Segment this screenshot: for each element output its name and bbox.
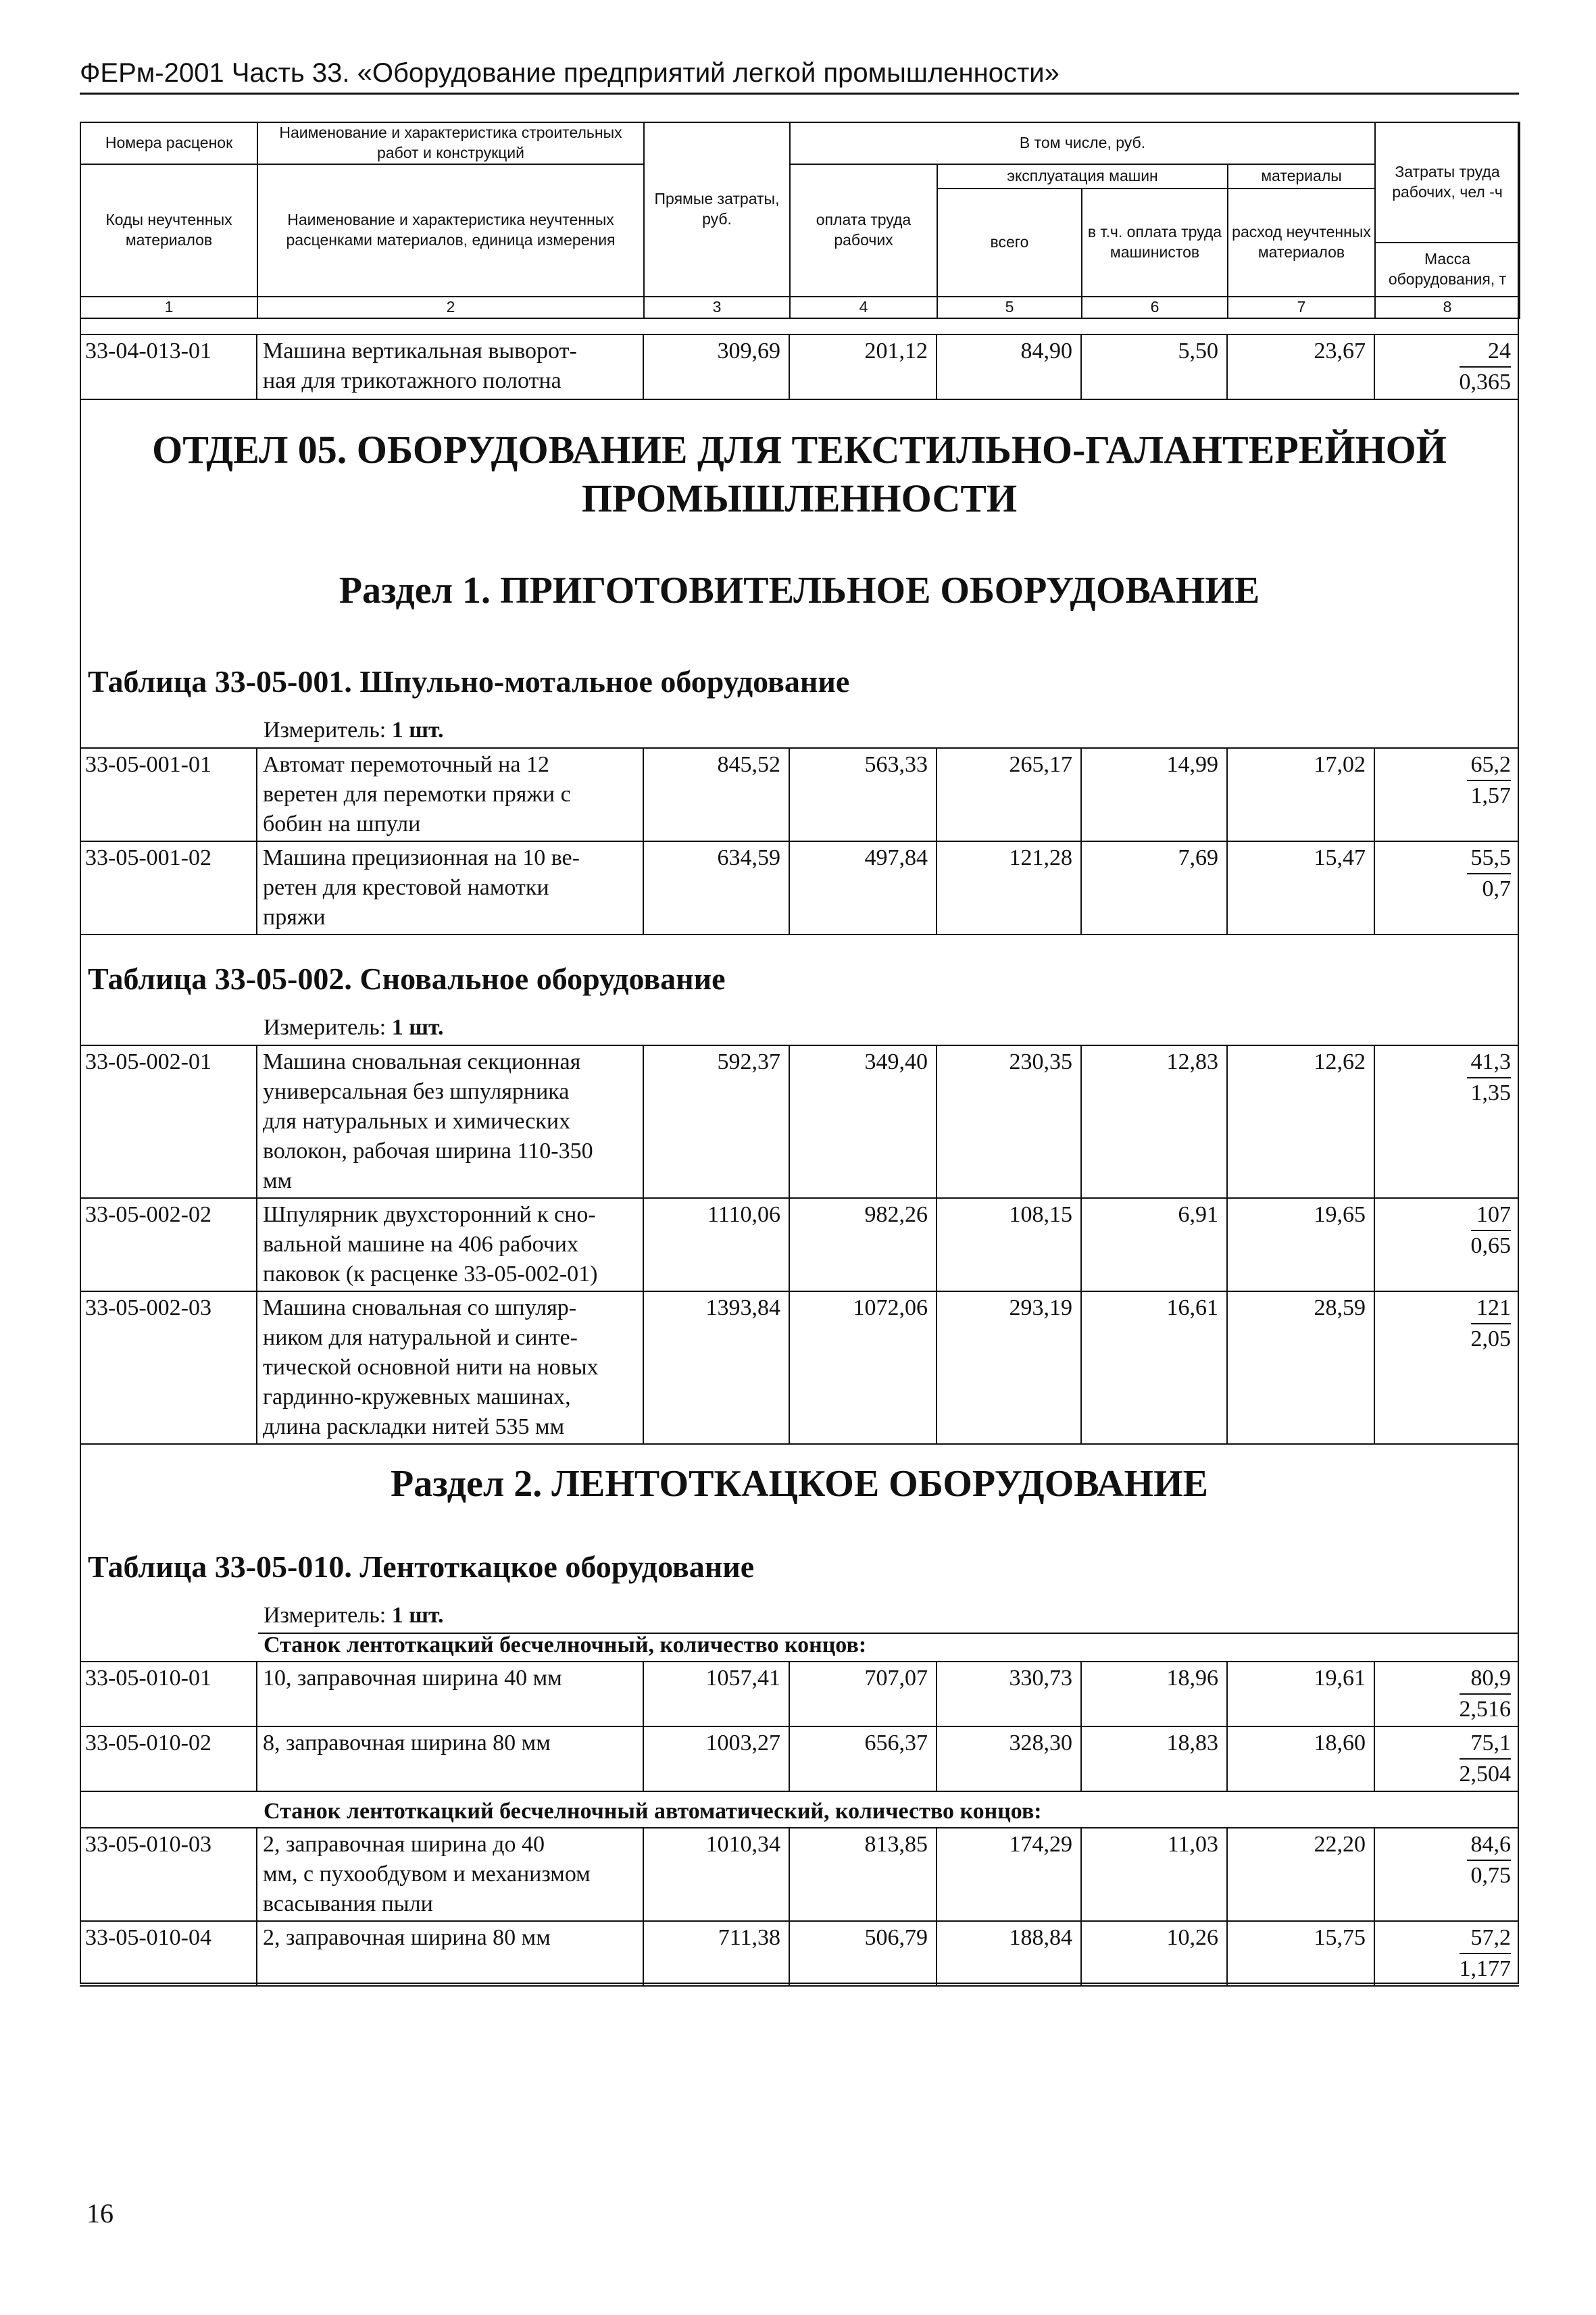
table-end-rule: [80, 1791, 1519, 1792]
rate-name: [257, 1662, 643, 1726]
rate-table: [80, 1045, 1519, 1445]
worker-pay: 497,84: [789, 841, 937, 935]
materials-cost: 22,20: [1227, 1828, 1374, 1921]
rate-name-line: 10, заправочная ширина 40 мм: [263, 1666, 562, 1691]
header-direct-costs: Прямые затраты, руб.: [644, 122, 790, 297]
equipment-mass: 1,35: [1470, 1080, 1511, 1105]
labor-and-mass: [1374, 334, 1519, 399]
department-title: ОТДЕЛ 05. ОБОРУДОВАНИЕ ДЛЯ ТЕКСТИЛЬНО-ГАЛАНТЕРЕЙНОЙ ПРОМЫШЛЕННОСТИ: [152, 428, 1447, 520]
rate-name-line: длина раскладки нитей 535 мм: [263, 1414, 565, 1439]
rate-name-line: ная для трикотажного полотна: [263, 368, 562, 393]
unit-value: 1 шт.: [391, 1015, 444, 1040]
labor-hours: 75,1: [1460, 1728, 1512, 1760]
unit-line: [264, 718, 444, 743]
header-num: 3: [644, 297, 790, 318]
header-mass: Масса оборудования, т: [1375, 243, 1520, 297]
header-num: 4: [790, 297, 937, 318]
direct-costs: 845,52: [643, 748, 789, 841]
group-title: Станок лентоткацкий бесчелночный автоматический, количество концов:: [264, 1799, 1042, 1824]
page-frame: [80, 122, 1519, 1984]
direct-costs: 1057,41: [643, 1662, 789, 1726]
hours-over-mass: [1460, 1664, 1512, 1724]
equipment-mass: 0,7: [1482, 876, 1511, 901]
header-num: 7: [1228, 297, 1375, 318]
rate-name-line: Машина вертикальная выворот-: [263, 339, 577, 364]
rate-name-line: паковок (к расценке 33-05-002-01): [263, 1262, 598, 1287]
labor-hours: 55,5: [1467, 843, 1512, 874]
equipment-mass: 2,516: [1459, 1697, 1511, 1722]
direct-costs: 1010,34: [643, 1828, 789, 1921]
table-row: [80, 1045, 1519, 1198]
table-row: [80, 1828, 1519, 1921]
rows-table-3-group-2: [80, 1827, 1519, 1987]
table-row: [80, 748, 1519, 841]
rate-name-line: Шпулярник двухсторонний к сно-: [263, 1202, 596, 1227]
header-labor-hours: Затраты труда рабочих, чел -ч: [1375, 122, 1520, 243]
hours-over-mass: [1467, 1047, 1512, 1108]
rate-name-line: мм, с пухообдувом и механизмом: [263, 1862, 591, 1887]
header-num: 8: [1375, 297, 1520, 318]
rows-table-1: [80, 747, 1519, 935]
rate-name-line: 2, заправочная ширина 80 мм: [263, 1925, 551, 1950]
table-row: [80, 1198, 1519, 1291]
hours-over-mass: [1471, 1200, 1512, 1261]
worker-pay: 349,40: [789, 1045, 937, 1198]
unit-line: [264, 1015, 444, 1041]
labor-hours: 121: [1471, 1293, 1512, 1324]
machinist-pay: 16,61: [1081, 1291, 1227, 1444]
worker-pay: 707,07: [789, 1662, 937, 1726]
machinist-pay: 18,83: [1081, 1726, 1227, 1791]
header-num: 2: [257, 297, 644, 318]
direct-costs: 1110,06: [643, 1198, 789, 1291]
rate-name-line: всасывания пыли: [263, 1891, 433, 1916]
machines-total: 328,30: [937, 1726, 1081, 1791]
rate-name: [257, 1045, 643, 1198]
rate-table: [80, 747, 1519, 935]
rate-code: 33-05-010-04: [80, 1921, 257, 1986]
table-end-rule: [80, 1986, 1519, 1987]
machines-total: 265,17: [937, 748, 1081, 841]
worker-pay: 1072,06: [789, 1291, 937, 1444]
rate-code: 33-05-010-01: [80, 1662, 257, 1726]
machinist-pay: 6,91: [1081, 1198, 1227, 1291]
materials-cost: 17,02: [1227, 748, 1374, 841]
equipment-mass: 2,05: [1470, 1326, 1511, 1351]
hours-over-mass: [1467, 1830, 1512, 1891]
direct-costs: 1393,84: [643, 1291, 789, 1444]
running-head: ФЕРм-2001 Часть 33. «Оборудование предприятий легкой промышленности»: [80, 58, 1519, 95]
rows-table-3-group-1: [80, 1661, 1519, 1792]
hours-over-mass: [1460, 337, 1512, 397]
unit-value: 1 шт.: [391, 718, 444, 743]
header-materials-use: расход неучтенных материалов: [1228, 189, 1375, 297]
rate-name-line: для натуральных и химических: [263, 1109, 571, 1134]
worker-pay: 563,33: [789, 748, 937, 841]
direct-costs: 592,37: [643, 1045, 789, 1198]
header-codes-bottom: Коды неучтенных материалов: [80, 164, 257, 297]
worker-pay: 813,85: [789, 1828, 937, 1921]
rate-name: [257, 1198, 643, 1291]
rate-name-line: 2, заправочная ширина до 40: [263, 1832, 545, 1857]
labor-and-mass: [1374, 1198, 1519, 1291]
header-num: 5: [937, 297, 1082, 318]
table-row: [80, 841, 1519, 935]
rate-name: [257, 748, 643, 841]
rate-name-line: бобин на шпули: [263, 812, 421, 837]
rate-name-line: Машина прецизионная на 10 ве-: [263, 845, 580, 870]
rate-name-line: ретен для крестовой намотки: [263, 875, 549, 900]
rate-name-line: 8, заправочная ширина 80 мм: [263, 1731, 551, 1756]
equipment-mass: 2,504: [1459, 1762, 1511, 1787]
hours-over-mass: [1467, 750, 1512, 811]
section-2-title: Раздел 2. ЛЕНТОТКАЦКОЕ ОБОРУДОВАНИЕ: [390, 1463, 1208, 1505]
equipment-mass: 1,177: [1459, 1956, 1511, 1981]
direct-costs: 309,69: [643, 334, 789, 399]
rows-carryover: [80, 334, 1519, 400]
worker-pay: 656,37: [789, 1726, 937, 1791]
rate-name-line: Машина сновальная секционная: [263, 1049, 581, 1074]
header-materials: материалы: [1228, 164, 1375, 189]
rate-code: 33-05-002-02: [80, 1198, 257, 1291]
rate-name: [257, 334, 643, 399]
header-name-bottom: Наименование и характеристика неучтенных расценками материалов, единица измерения: [257, 164, 644, 297]
labor-and-mass: [1374, 1828, 1519, 1921]
equipment-mass: 0,75: [1470, 1863, 1511, 1888]
column-header: [80, 122, 1520, 319]
equipment-mass: 0,65: [1470, 1233, 1511, 1258]
direct-costs: 1003,27: [643, 1726, 789, 1791]
rate-name-line: универсальная без шпулярника: [263, 1079, 570, 1104]
table-row: [80, 1662, 1519, 1726]
machines-total: 84,90: [937, 334, 1081, 399]
rate-name: [257, 1921, 643, 1986]
rate-table: [80, 1827, 1519, 1987]
materials-cost: 15,47: [1227, 841, 1374, 935]
header-machinist-pay: в т.ч. оплата труда машинистов: [1082, 189, 1228, 297]
rate-name-line: Машина сновальная со шпуляр-: [263, 1295, 577, 1320]
rate-code: 33-05-001-01: [80, 748, 257, 841]
header-num: 6: [1082, 297, 1228, 318]
rate-name: [257, 1291, 643, 1444]
page-number: 16: [86, 2198, 114, 2229]
table-title: Таблица 33-05-001. Шпульно-мотальное оборудование: [88, 664, 850, 699]
rate-name-line: волокон, рабочая ширина 110-350: [263, 1139, 593, 1164]
materials-cost: 19,65: [1227, 1198, 1374, 1291]
section-1-title: Раздел 1. ПРИГОТОВИТЕЛЬНОЕ ОБОРУДОВАНИЕ: [339, 570, 1260, 612]
labor-hours: 107: [1471, 1200, 1512, 1231]
table-end-rule: [80, 399, 1519, 400]
materials-cost: 12,62: [1227, 1045, 1374, 1198]
labor-and-mass: [1374, 1291, 1519, 1444]
table-row: [80, 1726, 1519, 1791]
rate-table: [80, 334, 1519, 400]
rate-name: [257, 1828, 643, 1921]
unit-label: Измеритель:: [264, 1603, 386, 1628]
unit-value: 1 шт.: [391, 1603, 444, 1628]
equipment-mass: 1,57: [1470, 783, 1511, 808]
rate-code: 33-05-010-02: [80, 1726, 257, 1791]
rate-code: 33-05-010-03: [80, 1828, 257, 1921]
rate-name-line: ником для натуральной и синте-: [263, 1325, 578, 1350]
labor-and-mass: [1374, 1921, 1519, 1986]
table-row: [80, 1291, 1519, 1444]
direct-costs: 711,38: [643, 1921, 789, 1986]
worker-pay: 201,12: [789, 334, 937, 399]
machinist-pay: 18,96: [1081, 1662, 1227, 1726]
machines-total: 330,73: [937, 1662, 1081, 1726]
labor-hours: 41,3: [1467, 1047, 1512, 1078]
header-worker-pay: оплата труда рабочих: [790, 164, 937, 297]
machinist-pay: 14,99: [1081, 748, 1227, 841]
machinist-pay: 5,50: [1081, 334, 1227, 399]
machinist-pay: 11,03: [1081, 1828, 1227, 1921]
header-machines-total: всего: [937, 189, 1082, 297]
labor-hours: 65,2: [1467, 750, 1512, 781]
materials-cost: 19,61: [1227, 1662, 1374, 1726]
machines-total: 293,19: [937, 1291, 1081, 1444]
hours-over-mass: [1467, 843, 1512, 904]
table-row: [80, 1921, 1519, 1986]
rate-name-line: мм: [263, 1168, 293, 1193]
labor-hours: 24: [1460, 337, 1512, 368]
materials-cost: 28,59: [1227, 1291, 1374, 1444]
rate-name: [257, 841, 643, 935]
rate-name-line: вальной машине на 406 рабочих: [263, 1232, 578, 1257]
header-num: 1: [80, 297, 257, 318]
hours-over-mass: [1460, 1728, 1512, 1789]
table-title: Таблица 33-05-010. Лентоткацкое оборудование: [88, 1549, 755, 1584]
header-number-row: [80, 297, 1520, 318]
labor-and-mass: [1374, 1726, 1519, 1791]
rate-table: [80, 1661, 1519, 1792]
rows-table-2: [80, 1045, 1519, 1445]
hours-over-mass: [1471, 1293, 1512, 1354]
machines-total: 188,84: [937, 1921, 1081, 1986]
machines-total: 121,28: [937, 841, 1081, 935]
labor-and-mass: [1374, 1662, 1519, 1726]
rate-name-line: тической основной нити на новых: [263, 1355, 599, 1380]
rate-code: 33-05-002-03: [80, 1291, 257, 1444]
direct-costs: 634,59: [643, 841, 789, 935]
labor-and-mass: [1374, 748, 1519, 841]
group-title: Станок лентоткацкий бесчелночный, количество концов:: [264, 1633, 867, 1658]
labor-hours: 80,9: [1460, 1664, 1512, 1695]
rate-code: 33-05-001-02: [80, 841, 257, 935]
table-title: Таблица 33-05-002. Сновальное оборудование: [88, 962, 726, 996]
materials-cost: 15,75: [1227, 1921, 1374, 1986]
header-codes-top: Номера расценок: [80, 122, 257, 164]
header-machines: эксплуатация машин: [937, 164, 1228, 189]
rate-name-line: гардинно-кружевных машинах,: [263, 1385, 571, 1410]
table-row: [80, 334, 1519, 399]
header-including: В том числе, руб.: [790, 122, 1375, 164]
rate-name: [257, 1726, 643, 1791]
machines-total: 108,15: [937, 1198, 1081, 1291]
machines-total: 174,29: [937, 1828, 1081, 1921]
labor-and-mass: [1374, 841, 1519, 935]
rate-name-line: веретен для перемотки пряжи с: [263, 782, 571, 807]
rate-name-line: пряжи: [263, 905, 326, 930]
materials-cost: 23,67: [1227, 334, 1374, 399]
unit-label: Измеритель:: [264, 1015, 386, 1040]
unit-line: [264, 1603, 444, 1628]
rate-code: 33-05-002-01: [80, 1045, 257, 1198]
labor-and-mass: [1374, 1045, 1519, 1198]
hours-over-mass: [1460, 1923, 1512, 1984]
rate-name-line: Автомат перемоточный на 12: [263, 752, 549, 777]
materials-cost: 18,60: [1227, 1726, 1374, 1791]
table-end-rule: [80, 1444, 1519, 1445]
machines-total: 230,35: [937, 1045, 1081, 1198]
machinist-pay: 7,69: [1081, 841, 1227, 935]
labor-hours: 84,6: [1467, 1830, 1512, 1861]
worker-pay: 506,79: [789, 1921, 937, 1986]
unit-label: Измеритель:: [264, 718, 386, 743]
worker-pay: 982,26: [789, 1198, 937, 1291]
machinist-pay: 12,83: [1081, 1045, 1227, 1198]
rate-code: 33-04-013-01: [80, 334, 257, 399]
equipment-mass: 0,365: [1459, 370, 1511, 395]
header-name-top: Наименование и характеристика строительных работ и конструкций: [257, 122, 644, 164]
machinist-pay: 10,26: [1081, 1921, 1227, 1986]
labor-hours: 57,2: [1460, 1923, 1512, 1954]
